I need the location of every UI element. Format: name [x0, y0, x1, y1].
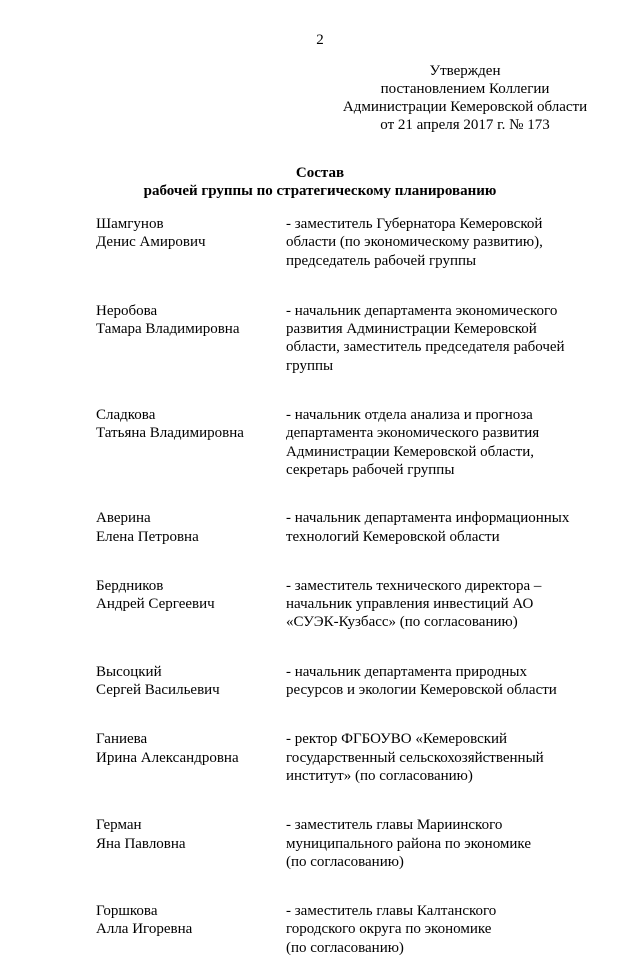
member-role	[286, 663, 596, 700]
member-role-line: технологий Кемеровской области	[286, 528, 500, 545]
member-name	[96, 509, 286, 546]
member-name	[96, 577, 286, 632]
member-role	[286, 406, 596, 479]
member-entry	[96, 816, 596, 871]
member-role-line: департамента экономического развития	[286, 425, 540, 442]
member-role	[286, 816, 596, 871]
member-role-line: государственный сельскохозяйственный	[286, 749, 544, 766]
approval-line: от 21 апреля 2017 г. № 173	[380, 117, 550, 133]
member-entry	[96, 902, 596, 957]
member-role-line: (по согласованию)	[286, 853, 404, 870]
member-name-line: Яна Павловна	[96, 835, 186, 852]
member-name-line: Сергей Васильевич	[96, 682, 220, 699]
member-name	[96, 902, 286, 957]
member-name-line: Шамгунов	[96, 216, 164, 232]
member-role-line: Администрации Кемеровской области,	[286, 443, 535, 460]
member-entry	[96, 302, 596, 375]
member-role-line: - заместитель технического директора –	[286, 577, 542, 594]
member-role-line: развития Администрации Кемеровской	[286, 321, 537, 338]
member-role-line: - заместитель главы Калтанского	[286, 903, 497, 920]
member-role	[286, 902, 596, 957]
member-name	[96, 302, 286, 375]
member-role-line: муниципального района по экономике	[286, 835, 531, 852]
member-name-line: Ирина Александровна	[96, 749, 239, 766]
member-role	[286, 302, 596, 375]
title-line: Состав	[295, 165, 345, 181]
member-name	[96, 663, 286, 700]
member-name-line: Аверина	[96, 510, 151, 527]
member-role-line: председатель рабочей группы	[286, 252, 477, 269]
member-role	[286, 509, 596, 546]
member-name	[96, 215, 286, 270]
member-role-line: секретарь рабочей группы	[286, 461, 455, 478]
member-name-line: Неробова	[96, 302, 158, 319]
member-name	[96, 816, 286, 871]
member-entry	[96, 215, 596, 270]
page-number: 2	[316, 32, 324, 48]
member-role-line: - начальник департамента информационных	[286, 510, 570, 527]
approval-line: Утвержден	[429, 63, 501, 79]
member-role-line: «СУЭК-Кузбасс» (по согласованию)	[286, 614, 518, 631]
member-name-line: Горшкова	[96, 903, 158, 920]
document-title	[0, 164, 640, 200]
member-role	[286, 577, 596, 632]
member-name	[96, 730, 286, 785]
member-role-line: - начальник отдела анализа и прогноза	[286, 407, 533, 424]
approval-stamp	[300, 62, 630, 134]
member-name-line: Андрей Сергеевич	[96, 596, 215, 613]
member-entry	[96, 509, 596, 546]
member-role-line: (по согласованию)	[286, 939, 404, 956]
member-role-line: - начальник департамента природных	[286, 663, 527, 680]
member-entry	[96, 577, 596, 632]
member-name-line: Елена Петровна	[96, 528, 199, 545]
member-role-line: области, заместитель председателя рабочей	[286, 339, 565, 356]
member-role-line: - заместитель главы Мариинского	[286, 817, 503, 834]
member-role-line: области (по экономическому развитию),	[286, 234, 543, 251]
member-name-line: Денис Амирович	[96, 234, 206, 251]
member-name-line: Тамара Владимировна	[96, 321, 240, 338]
member-name-line: Татьяна Владимировна	[96, 425, 244, 442]
member-role-line: ресурсов и экологии Кемеровской области	[286, 682, 557, 699]
member-name-line: Алла Игоревна	[96, 921, 193, 938]
member-name-line: Сладкова	[96, 407, 156, 424]
member-entry	[96, 730, 596, 785]
member-role-line: институт» (по согласованию)	[286, 767, 473, 784]
member-role-line: - начальник департамента экономического	[286, 302, 558, 319]
approval-line: Администрации Кемеровской области	[342, 99, 588, 115]
member-role-line: группы	[286, 357, 334, 374]
member-role-line: - заместитель Губернатора Кемеровской	[286, 216, 543, 232]
member-role-line: городского округа по экономике	[286, 921, 492, 938]
member-role	[286, 215, 596, 270]
title-line: рабочей группы по стратегическому планированию	[143, 183, 497, 199]
member-entry	[96, 406, 596, 479]
member-name-line: Ганиева	[96, 731, 148, 748]
approval-line: постановлением Коллегии	[380, 81, 550, 97]
member-name-line: Герман	[96, 817, 142, 834]
member-name	[96, 406, 286, 479]
member-name-line: Бердников	[96, 577, 164, 594]
member-role	[286, 730, 596, 785]
member-name-line: Высоцкий	[96, 663, 162, 680]
member-role-line: - ректор ФГБОУВО «Кемеровский	[286, 731, 508, 748]
members-list	[96, 215, 596, 957]
member-role-line: начальник управления инвестиций АО	[286, 596, 534, 613]
member-entry	[96, 663, 596, 700]
